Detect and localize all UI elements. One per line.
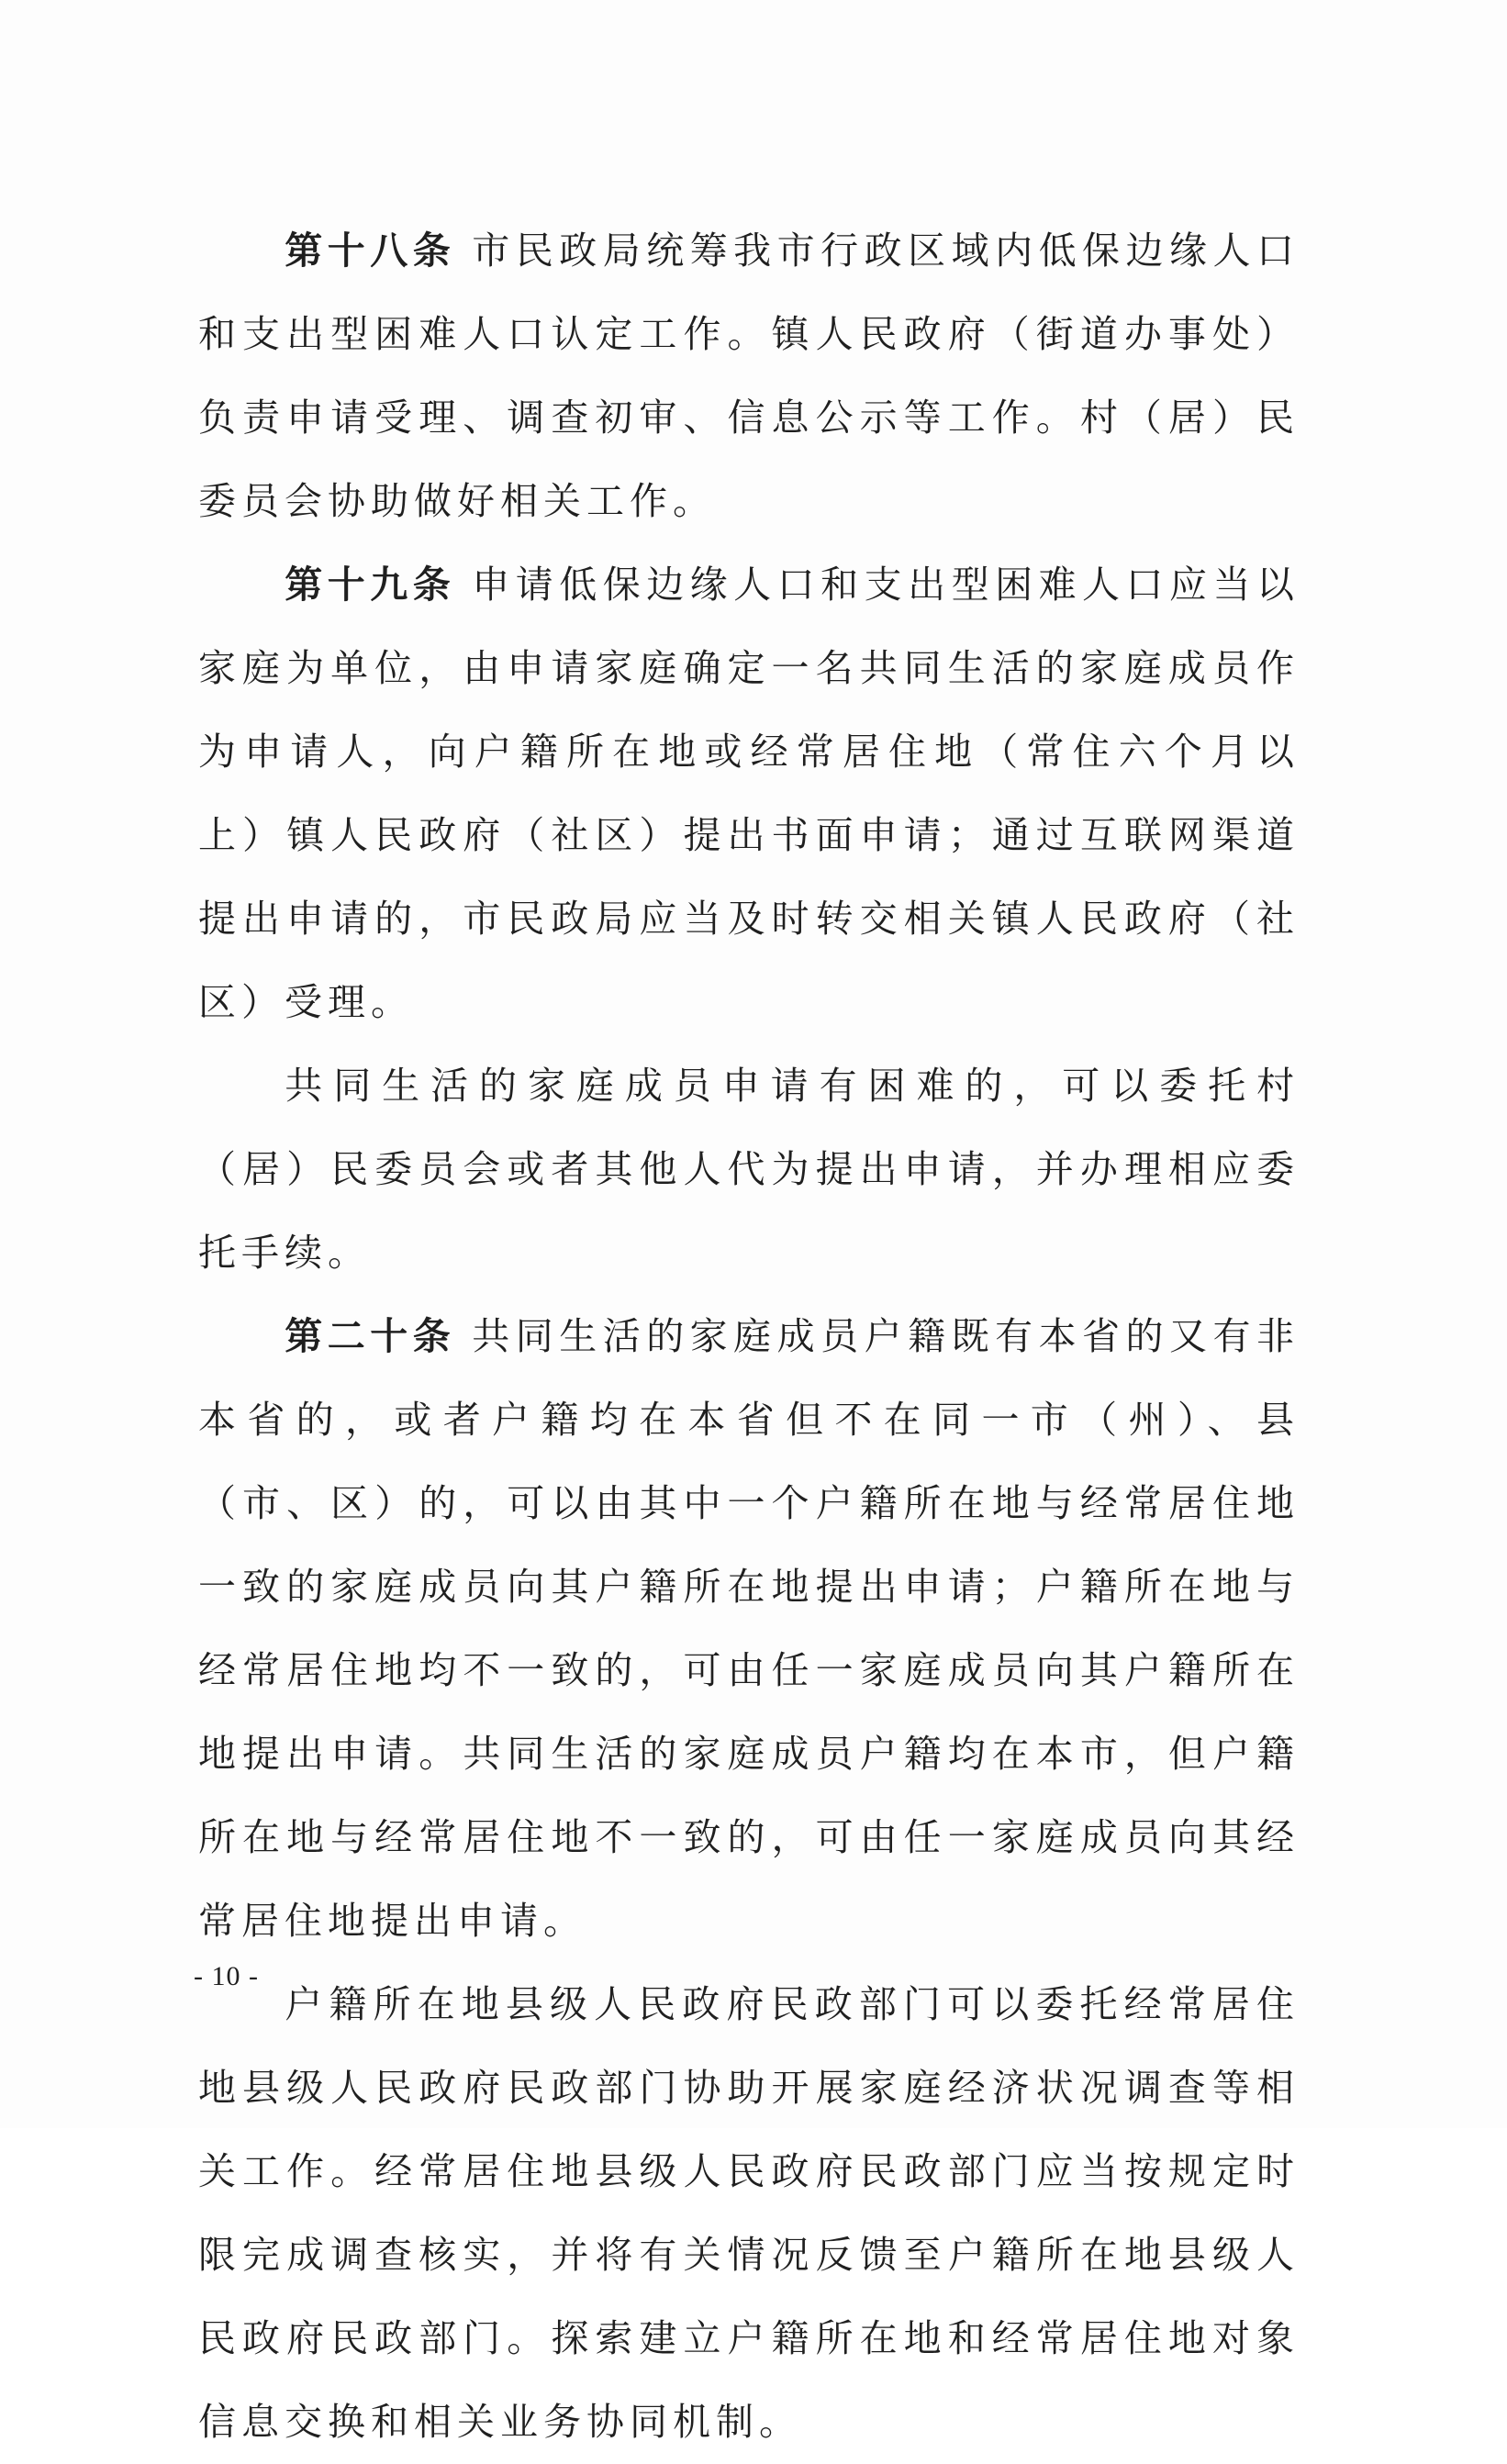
- article-19-paragraph: [198, 543, 1300, 1044]
- article-18-paragraph: [198, 209, 1300, 543]
- article-number: 第十八条: [285, 229, 456, 273]
- paragraph-text: 市民政局统筹我市行政区域内低保边缘人口和支出型困难人口认定工作。镇人民政府（街道办事处）负责申请受理、调查初审、信息公示等工作。村（居）民委员会协助做好相关工作。: [198, 229, 1300, 523]
- document-body: [198, 209, 1300, 2464]
- paragraph-text: 共同生活的家庭成员申请有困难的，可以委托村（居）民委员会或者其他人代为提出申请，并办理相应委托手续。: [198, 1064, 1300, 1275]
- page-number: - 10 -: [194, 1961, 259, 1991]
- paragraph-text: 申请低保边缘人口和支出型困难人口应当以家庭为单位，由申请家庭确定一名共同生活的家庭成员作为申请人，向户籍所在地或经常居住地（常住六个月以上）镇人民政府（社区）提出书面申请；通过互联网渠道提出申请的，市民政局应当及时转交相关镇人民政府（社区）受理。: [198, 563, 1300, 1024]
- article-number: 第十九条: [285, 563, 456, 607]
- paragraph-text: 户籍所在地县级人民政府民政部门可以委托经常居住地县级人民政府民政部门协助开展家庭经济状况调查等相关工作。经常居住地县级人民政府民政部门应当按规定时限完成调查核实，并将有关情况反馈至户籍所在地县级人民政府民政部门。探索建立户籍所在地和经常居住地对象信息交换和相关业务协同机制。: [198, 1982, 1300, 2444]
- article-number: 第二十条: [285, 1314, 456, 1358]
- article-20-supplement-paragraph: [198, 1963, 1300, 2464]
- article-20-paragraph: [198, 1295, 1300, 1963]
- paragraph-text: 共同生活的家庭成员户籍既有本省的又有非本省的，或者户籍均在本省但不在同一市（州）、县（市、区）的，可以由其中一个户籍所在地与经常居住地一致的家庭成员向其户籍所在地提出申请；户籍所在地与经常居住地均不一致的，可由任一家庭成员向其户籍所在地提出申请。共同生活的家庭成员户籍均在本市，但户籍所在地与经常居住地不一致的，可由任一家庭成员向其经常居住地提出申请。: [198, 1314, 1300, 1943]
- article-19-supplement-paragraph: [198, 1044, 1300, 1295]
